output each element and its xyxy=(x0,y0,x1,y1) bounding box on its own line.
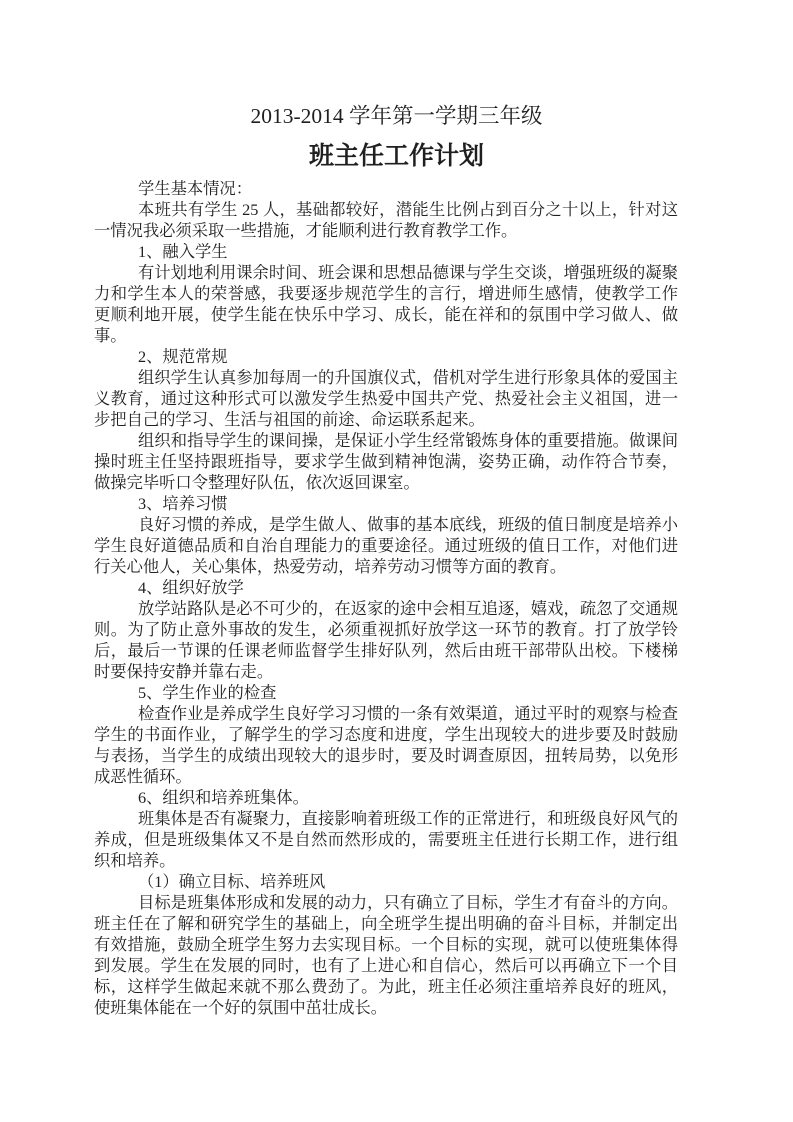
intro-paragraph: 本班共有学生 25 人，基础都较好，潜能生比例占到百分之十以上，针对这一情况我必须采取一些措施，才能顺利进行教育教学工作。 xyxy=(94,200,678,240)
subsection-1-body: 目标是班集体形成和发展的动力，只有确立了目标，学生才有奋斗的方向。班主任在了解和研究学生的基础上，向全班学生提出明确的奋斗目标，并制定出有效措施，鼓励全班学生努力去实现目标。一个目标的实现，就可以使班集体得到发展。学生在发展的同时，也有了上进心和自信心，然后可以再确立下一个目标，这样学生做起来就不那么费劲了。为此，班主任必须注重培养良好的班风，使班集体能在一个好的氛围中茁壮成长。 xyxy=(94,893,678,1017)
section-5-body: 检查作业是养成学生良好学习习惯的一条有效渠道，通过平时的观察与检查学生的书面作业，了解学生的学习态度和进度，学生出现较大的进步要及时鼓励与表扬，当学生的成绩出现较大的退步时，要及时调查原因，扭转局势，以免形成恶性循环。 xyxy=(94,704,678,786)
intro-label: 学生基本情况： xyxy=(138,179,252,198)
section-2-body-1: 组织学生认真参加每周一的升国旗仪式，借机对学生进行形象具体的爱国主义教育，通过这种形式可以激发学生热爱中国共产党、热爱社会主义祖国，进一步把自己的学习、生活与祖国的前途、命运联系起来。 xyxy=(94,368,678,429)
section-3-body: 良好习惯的养成，是学生做人、做事的基本底线，班级的值日制度是培养小学生良好道德品质和自治自理能力的重要途径。通过班级的值日工作，对他们进行关心他人，关心集体，热爱劳动，培养劳动习惯等方面的教育。 xyxy=(94,515,678,576)
section-4-body: 放学站路队是必不可少的，在返家的途中会相互追逐，嬉戏，疏忽了交通规则。为了防止意外事故的发生，必须重视抓好放学这一环节的教育。打了放学铃后，最后一节课的任课老师监督学生排好队列，然后由班干部带队出校。下楼梯时要保持安静并靠右走。 xyxy=(94,599,678,681)
subsection-1-heading: （1）确立目标、培养班风 xyxy=(138,872,326,891)
document-title: 班主任工作计划 xyxy=(308,143,484,170)
section-6-heading: 6、组织和培养班集体。 xyxy=(138,788,309,807)
section-2-body-2: 组织和指导学生的课间操，是保证小学生经常锻炼身体的重要措施。做课间操时班主任坚持跟班指导，要求学生做到精神饱满，姿势正确，动作符合节奏，做操完毕听口令整理好队伍，依次返回课室。 xyxy=(94,431,678,492)
section-1-body: 有计划地利用课余时间、班会课和思想品德课与学生交谈，增强班级的凝聚力和学生本人的荣誉感，我要逐步规范学生的言行，增进师生感情，使教学工作更顺利地开展，使学生能在快乐中学习、成长，能在祥和的氛围中学习做人、做事。 xyxy=(94,263,678,345)
section-6-body: 班集体是否有凝聚力，直接影响着班级工作的正常进行，和班级良好风气的养成，但是班级集体又不是自然而然形成的，需要班主任进行长期工作，进行组织和培养。 xyxy=(94,809,678,870)
section-4-heading: 4、组织好放学 xyxy=(138,578,244,597)
section-2-heading: 2、规范常规 xyxy=(138,347,228,366)
section-1-heading: 1、融入学生 xyxy=(138,242,228,261)
section-5-heading: 5、学生作业的检查 xyxy=(138,683,277,702)
title-block xyxy=(0,0,793,174)
section-3-heading: 3、培养习惯 xyxy=(138,494,228,513)
document-subtitle: 2013-2014 学年第一学期三年级 xyxy=(250,104,543,128)
document-body xyxy=(94,178,678,1018)
